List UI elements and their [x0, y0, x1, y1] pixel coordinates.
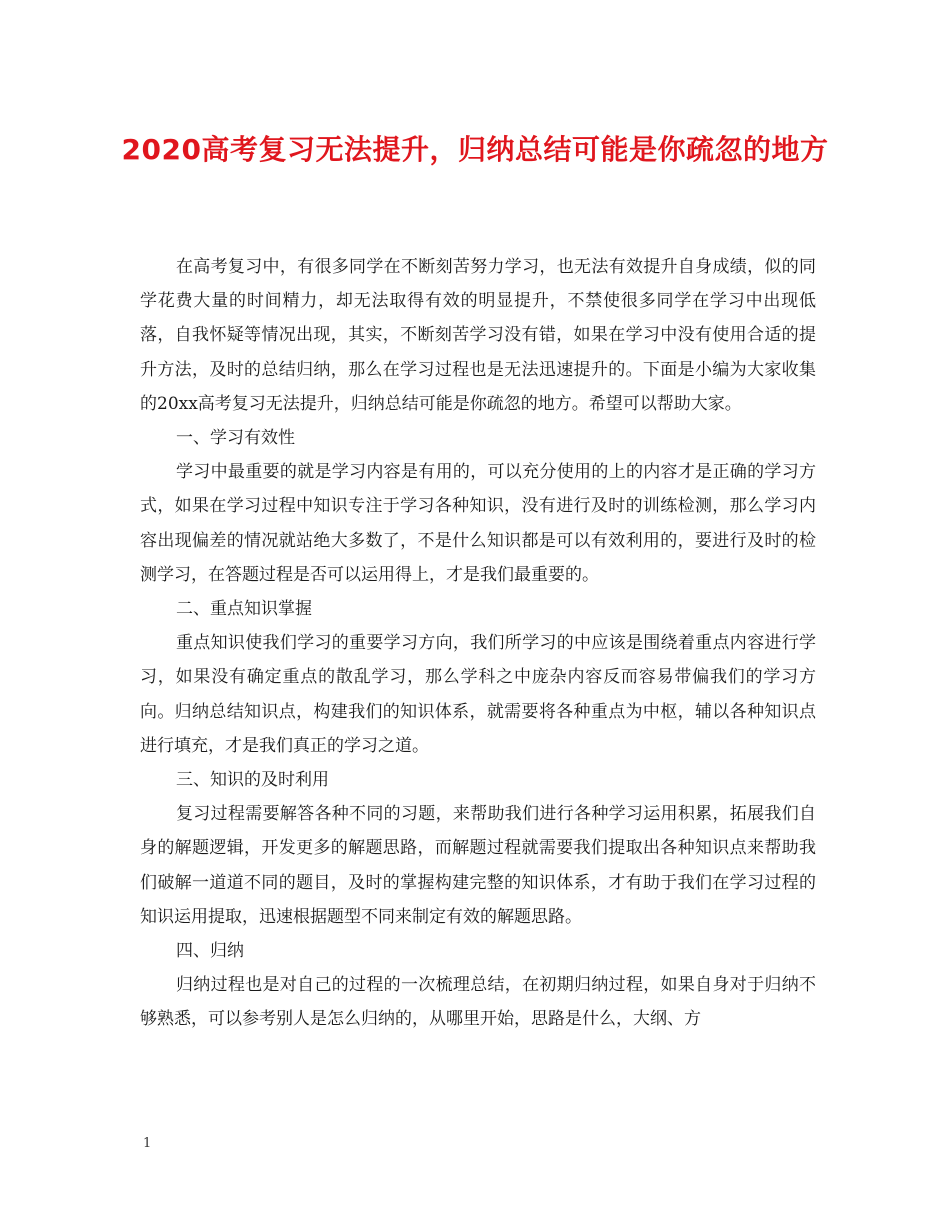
section-heading: 二、重点知识掌握: [176, 599, 312, 620]
document-title: 2020高考复习无法提升，归纳总结可能是你疏忽的地方: [121, 133, 829, 166]
document-body: [140, 250, 816, 1037]
body-paragraph: 复习过程需要解答各种不同的习题，来帮助我们进行各种学习运用积累，拓展我们自身的解题逻辑，开发更多的解题思路，而解题过程就需要我们提取出各种知识点来帮助我们破解一道道不同的题目，及时的掌握构建完整的知识体系，才有助于我们在学习过程的知识运用提取，迅速根据题型不同来制定有效的解题思路。: [140, 804, 816, 927]
section-heading: 四、归纳: [176, 941, 244, 962]
body-paragraph: 学习中最重要的就是学习内容是有用的，可以充分使用的上的内容才是正确的学习方式，如果在学习过程中知识专注于学习各种知识，没有进行及时的训练检测，那么学习内容出现偏差的情况就站绝大多数了，不是什么知识都是可以有效利用的，要进行及时的检测学习，在答题过程是否可以运用得上，才是我们最重要的。: [140, 462, 816, 585]
page-number: 1: [143, 1136, 152, 1151]
intro-paragraph: 在高考复习中，有很多同学在不断刻苦努力学习，也无法有效提升自身成绩，似的同学花费大量的时间精力，却无法取得有效的明显提升，不禁使很多同学在学习中出现低落，自我怀疑等情况出现，其实，不断刻苦学习没有错，如果在学习中没有使用合适的提升方法，及时的总结归纳，那么在学习过程也是无法迅速提升的。下面是小编为大家收集的20xx高考复习无法提升，归纳总结可能是你疏忽的地方。希望可以帮助大家。: [140, 257, 816, 414]
body-paragraph: 重点知识使我们学习的重要学习方向，我们所学习的中应该是围绕着重点内容进行学习，如果没有确定重点的散乱学习，那么学科之中庞杂内容反而容易带偏我们的学习方向。归纳总结知识点，构建我们的知识体系，就需要将各种重点为中枢，辅以各种知识点进行填充，才是我们真正的学习之道。: [140, 633, 816, 756]
section-heading: 一、学习有效性: [176, 428, 295, 449]
body-paragraph: 归纳过程也是对自己的过程的一次梳理总结，在初期归纳过程，如果自身对于归纳不够熟悉，可以参考别人是怎么归纳的，从哪里开始，思路是什么，大纲、方: [140, 975, 816, 1030]
section-heading: 三、知识的及时利用: [176, 770, 329, 791]
